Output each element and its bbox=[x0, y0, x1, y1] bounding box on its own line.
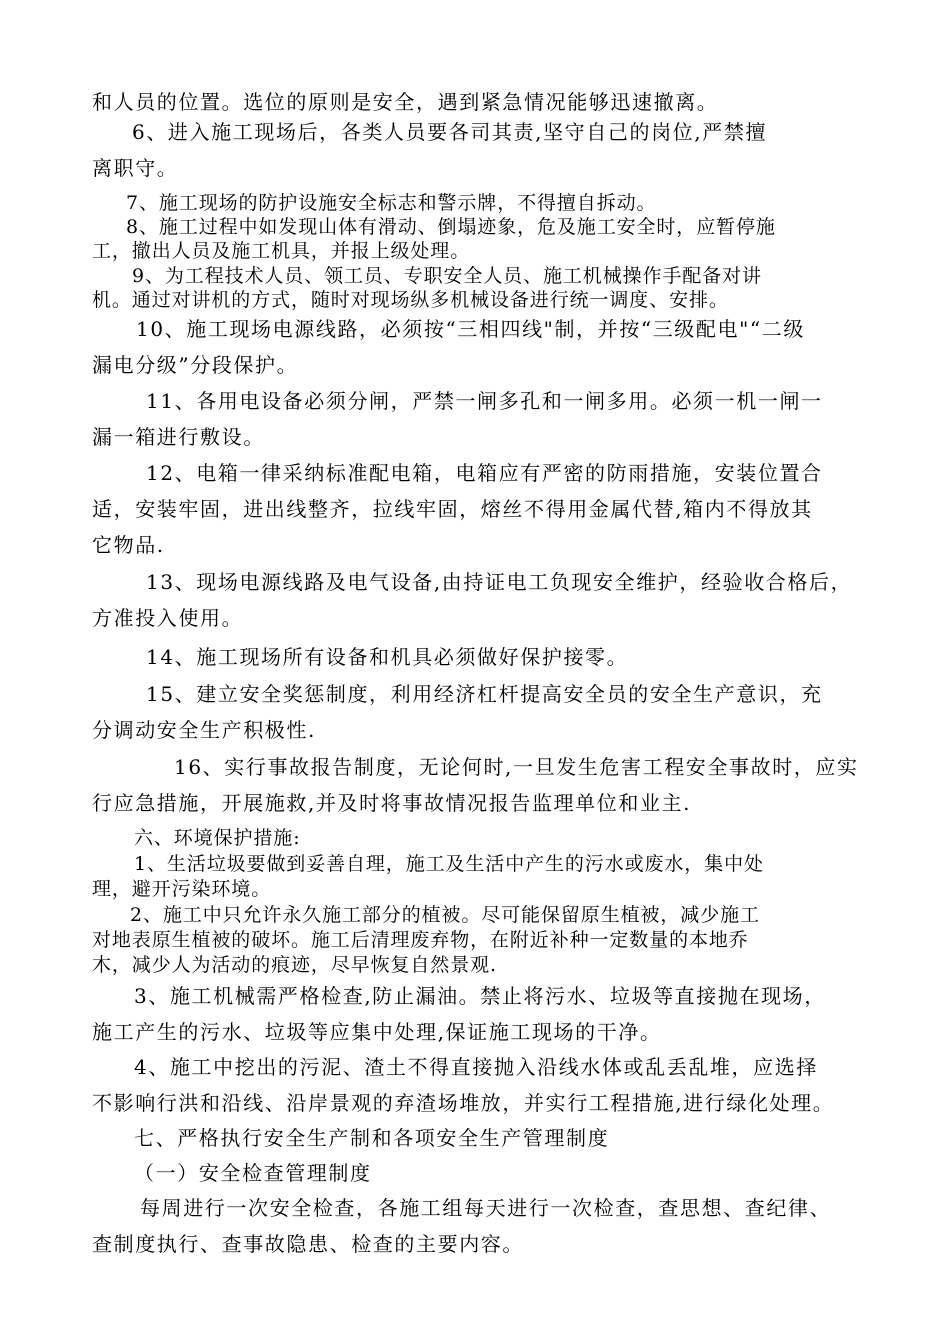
text-line-4: 7、施工现场的防护设施安全标志和警示牌，不得擅自拆动。 bbox=[126, 192, 657, 214]
text-line-22: 行应急措施，开展施救,并及时将事故情况报告监理单位和业主. bbox=[92, 791, 692, 815]
text-line-26: 2、施工中只允许永久施工部分的植被。尽可能保留原生植被，减少施工 bbox=[130, 904, 760, 926]
text-line-35: 每周进行一次安全检查，各施工组每天进行一次检查，查思想、查纪律、 bbox=[140, 1196, 832, 1220]
text-line-15: 它物品. bbox=[92, 533, 165, 557]
section-heading-safety-management: 七、严格执行安全生产制和各项安全生产管理制度 bbox=[134, 1126, 610, 1150]
text-line-21: 16、实行事故报告制度，无论何时,一旦发生危害工程安全事故时，应实 bbox=[174, 755, 859, 779]
text-line-28: 木，减少人为活动的痕迹，尽早恢复自然景观. bbox=[92, 954, 497, 976]
text-line-20: 分调动安全生产积极性. bbox=[92, 718, 316, 742]
text-line-17: 方准投入使用。 bbox=[92, 606, 244, 630]
text-line-9: 10、施工现场电源线路，必须按“三相四线"制，并按“三级配电"“二级 bbox=[136, 317, 805, 341]
text-line-14: 适，安装牢固，进出线整齐，拉线牢固，熔丝不得用金属代替,箱内不得放其 bbox=[92, 497, 813, 521]
text-line-3: 离职守。 bbox=[92, 156, 179, 180]
text-line-16: 13、现场电源线路及电气设备,由持证电工负现安全维护，经验收合格后， bbox=[146, 570, 853, 594]
text-line-36: 查制度执行、查事故隐患、检查的主要内容。 bbox=[92, 1232, 524, 1256]
text-line-5: 8、施工过程中如发现山体有滑动、倒塌迹象，危及施工安全时，应暂停施 bbox=[126, 216, 776, 238]
section-heading-environment: 六、环境保护措施: bbox=[134, 827, 301, 849]
text-line-29: 3、施工机械需严格检查,防止漏油。禁止将污水、垃圾等直接抛在现场， bbox=[134, 984, 826, 1008]
text-line-1: 和人员的位置。选位的原则是安全，遇到紧急情况能够迅速撤离。 bbox=[92, 90, 719, 114]
text-line-27: 对地表原生植被的破坏。施工后清理废弃物，在附近补种一定数量的本地乔 bbox=[92, 929, 749, 951]
text-line-12: 漏一箱进行敷设。 bbox=[92, 425, 265, 449]
text-line-6: 工，撤出人员及施工机具，并报上级处理。 bbox=[92, 240, 471, 262]
text-line-7: 9、为工程技术人员、领工员、专职安全人员、施工机械操作手配备对讲 bbox=[132, 265, 762, 287]
text-line-32: 不影响行洪和沿线、沿岸景观的弃渣场堆放，并实行工程措施,进行绿化处理。 bbox=[92, 1091, 835, 1115]
text-line-11: 11、各用电设备必须分闸，严禁一闸多孔和一闸多用。必须一机一闸一 bbox=[146, 389, 823, 413]
text-line-18: 14、施工现场所有设备和机具必须做好保护接零。 bbox=[146, 645, 629, 669]
text-line-25: 理，避开污染环境。 bbox=[92, 878, 272, 900]
text-line-10: 漏电分级”分段保护。 bbox=[92, 353, 299, 377]
text-line-19: 15、建立安全奖惩制度，利用经济杠杆提高安全员的安全生产意识，充 bbox=[146, 682, 823, 706]
text-line-30: 施工产生的污水、垃圾等应集中处理,保证施工现场的干净。 bbox=[92, 1020, 662, 1044]
text-line-13: 12、电箱一律采纳标准配电箱，电箱应有严密的防雨措施，安装位置合 bbox=[146, 461, 823, 485]
text-line-24: 1、生活垃圾要做到妥善自理，施工及生活中产生的污水或废水，集中处 bbox=[134, 853, 764, 875]
text-line-2: 6、进入施工现场后，各类人员要各司其责,坚守自己的岗位,严禁擅 bbox=[132, 120, 768, 144]
text-line-31: 4、施工中挖出的污泥、渣土不得直接抛入沿线水体或乱丢乱堆，应选择 bbox=[134, 1055, 818, 1079]
text-line-8: 机。通过对讲机的方式，随时对现场纵多机械设备进行统一调度、安排。 bbox=[92, 289, 729, 311]
subsection-heading-safety-inspection: （一）安全检查管理制度 bbox=[134, 1161, 372, 1185]
